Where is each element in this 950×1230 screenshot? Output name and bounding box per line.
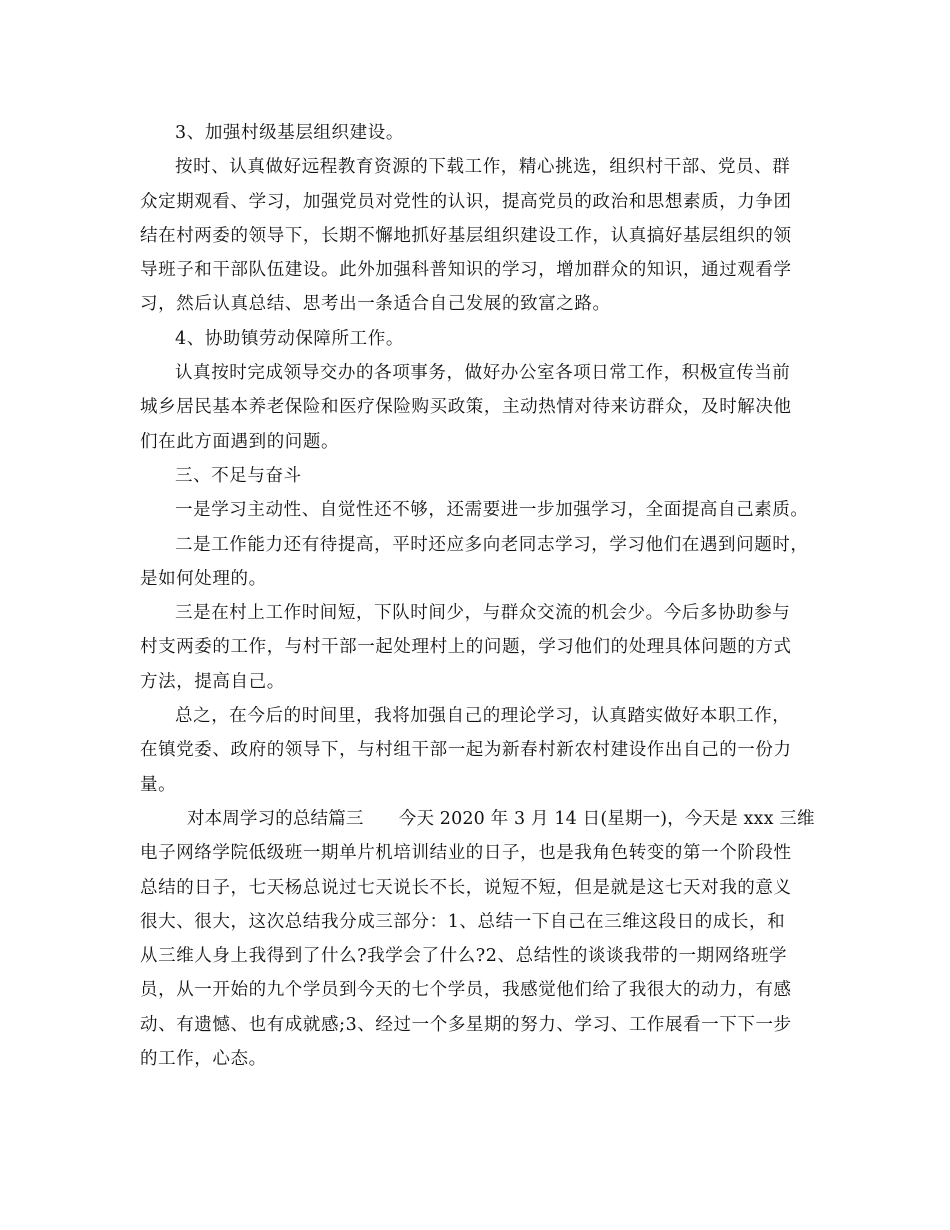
text-line: 导班子和干部队伍建设。此外加强科普知识的学习，增加群众的知识，通过观看学 [140, 260, 792, 281]
text-line: 是如何处理的。 [140, 568, 267, 589]
text-line: 在镇党委、政府的领导下，与村组干部一起为新春村新农村建设作出自己的一份力 [140, 740, 792, 761]
text-line: 三、不足与奋斗 [175, 465, 302, 486]
text-line: 认真按时完成领导交办的各项事务，做好办公室各项日常工作，积极宣传当前 [175, 363, 791, 384]
text-line: 三是在村上工作时间短，下队时间少，与群众交流的机会少。今后多协助参与 [175, 603, 791, 624]
text-line: 结在村两委的领导下，长期不懈地抓好基层组织建设工作，认真搞好基层组织的领 [140, 225, 792, 246]
text-line: 从三维人身上我得到了什么?我学会了什么?2、总结性的谈谈我带的一期网络班学 [140, 946, 788, 967]
document-body [140, 116, 816, 1076]
text-line: 很大、很大，这次总结我分成三部分：1、总结一下自己在三维这段日的成长，和 [140, 911, 786, 932]
text-line: 总之，在今后的时间里，我将加强自己的理论学习，认真踏实做好本职工作， [175, 706, 791, 727]
text-line: 城乡居民基本养老保险和医疗保险购买政策，主动热情对待来访群众，及时解决他 [140, 397, 792, 418]
text-line: 习，然后认真总结、思考出一条适合自己发展的致富之路。 [140, 294, 611, 315]
text-line: 动、有遗憾、也有成就感;3、经过一个多星期的努力、学习、工作展看一下下一步 [140, 1014, 792, 1035]
text-line: 二是工作能力还有待提高，平时还应多向老同志学习，学习他们在遇到问题时， [175, 534, 809, 555]
text-line: 按时、认真做好远程教育资源的下载工作，精心挑选，组织村干部、党员、群 [175, 157, 791, 178]
text-line: 电子网络学院低级班一期单片机培训结业的日子，也是我角色转变的第一个阶段性 [140, 843, 792, 864]
text-line: 量。 [140, 774, 177, 795]
text-line: 一是学习主动性、自觉性还不够，还需要进一步加强学习，全面提高自己素质。 [175, 500, 809, 521]
text-line: 方法，提高自己。 [140, 671, 285, 692]
text-line: 员，从一开始的九个学员到今天的七个学员，我感觉他们给了我很大的动力，有感 [140, 980, 792, 1001]
text-line: 总结的日子，七天杨总说过七天说长不长，说短不短，但是就是这七天对我的意义 [140, 877, 792, 898]
text-line: 的工作，心态。 [140, 1049, 267, 1070]
text-line: 村支两委的工作，与村干部一起处理村上的问题，学习他们的处理具体问题的方式 [140, 637, 792, 658]
text-line: 众定期观看、学习，加强党员对党性的认识，提高党员的政治和思想素质，力争团 [140, 191, 792, 212]
text-line: 4、协助镇劳动保障所工作。 [175, 328, 404, 349]
text-line: 们在此方面遇到的问题。 [140, 431, 340, 452]
text-line: 对本周学习的总结篇三 今天 2020 年 3 月 14 日(星期一)，今天是 xxx 三维 [187, 808, 815, 829]
text-line: 3、加强村级基层组织建设。 [175, 123, 404, 143]
